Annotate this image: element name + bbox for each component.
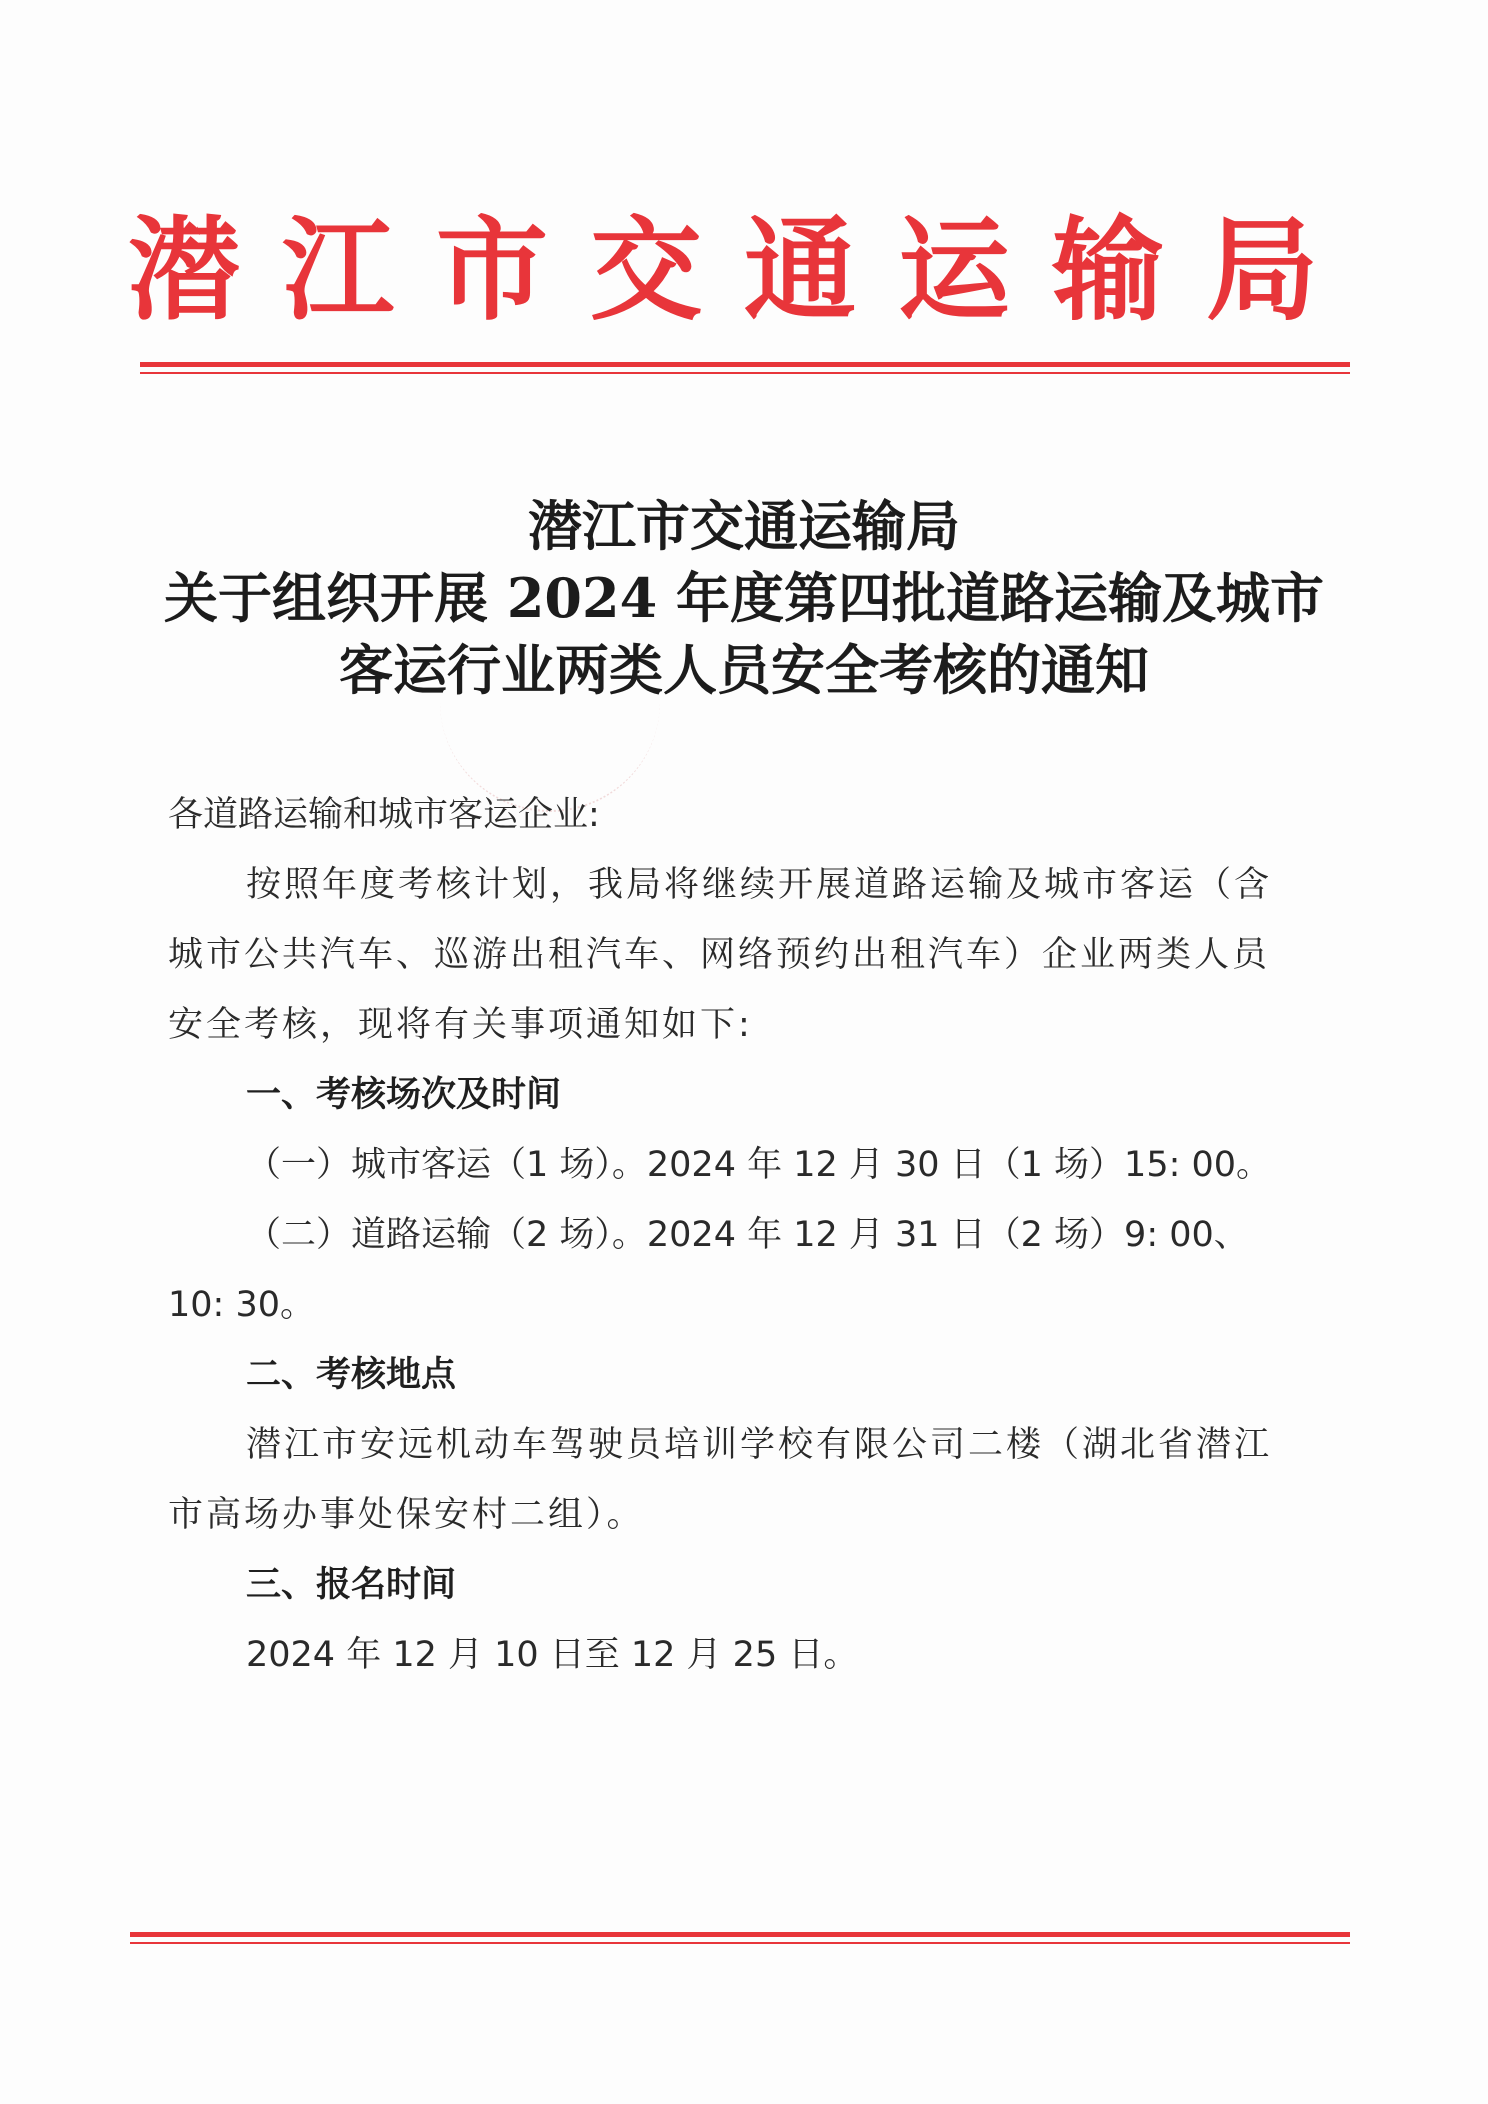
divider-thin-line <box>140 372 1350 374</box>
schedule-item-continuation: 10: 30。 <box>168 1285 315 1325</box>
letterhead-title: 潜江市交通运输局 <box>128 205 1360 336</box>
document-title-line: 潜江市交通运输局 <box>528 494 960 558</box>
document-title <box>0 490 1488 706</box>
intro-paragraph-line: 按照年度考核计划，我局将继续开展道路运输及城市客运（含 <box>246 865 1273 905</box>
document-title-line: 关于组织开展 2024 年度第四批道路运输及城市 <box>164 566 1324 630</box>
location-line: 市高场办事处保安村二组）。 <box>168 1495 645 1535</box>
registration-dates: 2024 年 12 月 10 日至 12 月 25 日。 <box>246 1635 859 1675</box>
intro-paragraph-line: 城市公共汽车、巡游出租汽车、网络预约出租汽车）企业两类人员 <box>168 935 1271 975</box>
document-body <box>168 780 1318 1690</box>
section-heading: 三、报名时间 <box>246 1565 457 1605</box>
document-title-line: 客运行业两类人员安全考核的通知 <box>339 638 1149 702</box>
schedule-item: （二）道路运输（2 场）。2024 年 12 月 31 日（2 场）9: 00、 <box>246 1215 1249 1255</box>
salutation: 各道路运输和城市客运企业: <box>168 795 600 835</box>
section-heading: 一、考核场次及时间 <box>246 1075 562 1115</box>
location-line: 潜江市安远机动车驾驶员培训学校有限公司二楼（湖北省潜江 <box>246 1425 1273 1465</box>
divider-thick-line <box>140 362 1350 367</box>
divider-thick-line <box>130 1932 1350 1937</box>
intro-paragraph-line: 安全考核，现将有关事项通知如下: <box>168 1005 753 1045</box>
schedule-item: （一）城市客运（1 场）。2024 年 12 月 30 日（1 场）15: 00。 <box>246 1145 1272 1185</box>
section-heading: 二、考核地点 <box>246 1355 457 1395</box>
divider-thin-line <box>130 1942 1350 1944</box>
